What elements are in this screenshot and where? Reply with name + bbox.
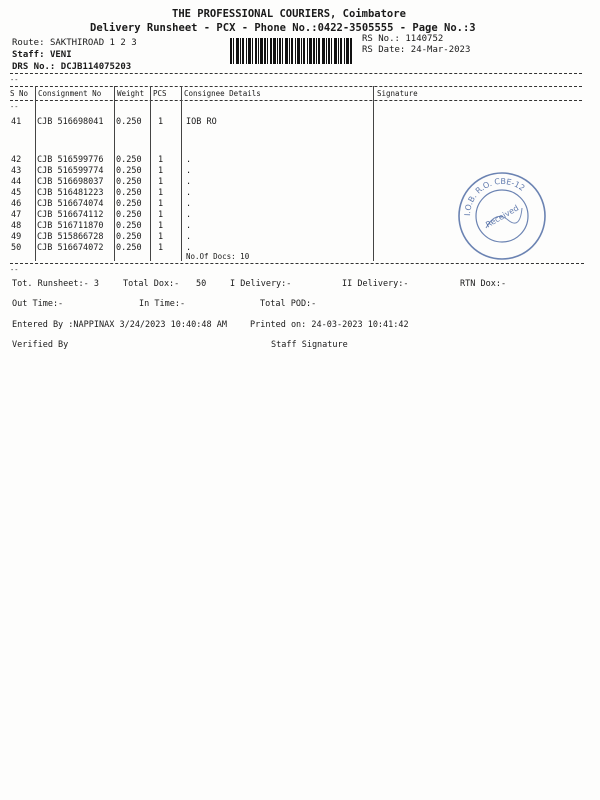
row-weight: 0.250: [116, 155, 142, 165]
table-row: [0, 155, 600, 166]
divider-mark: --: [10, 76, 19, 84]
table-row: [0, 117, 600, 128]
row-weight: 0.250: [116, 177, 142, 187]
row-consignment: CJB 516674072: [37, 243, 104, 253]
row-consignee: .: [186, 243, 192, 253]
ii-delivery: II Delivery:-: [342, 279, 409, 289]
rs-no-label: RS No.:: [362, 34, 400, 44]
col-header-consignee: Consignee Details: [184, 89, 261, 98]
row-sno: 45: [11, 188, 22, 198]
i-delivery: I Delivery:-: [230, 279, 292, 289]
verified-by: Verified By: [12, 340, 69, 350]
row-weight: 0.250: [116, 210, 142, 220]
row-consignee: .: [186, 221, 192, 231]
row-consignee: IOB RO: [186, 117, 217, 127]
row-consignee: .: [186, 232, 192, 242]
route-line: [12, 38, 137, 48]
row-pcs: 1: [158, 232, 164, 242]
divider: [10, 86, 582, 87]
row-pcs: 1: [158, 166, 164, 176]
drs-label: DRS No.:: [12, 62, 56, 72]
drs-line: [12, 62, 131, 72]
row-consignment: CJB 516674112: [37, 210, 104, 220]
row-weight: 0.250: [116, 232, 142, 242]
row-weight: 0.250: [116, 166, 142, 176]
row-pcs: 1: [158, 199, 164, 209]
row-sno: 49: [11, 232, 22, 242]
row-pcs: 1: [158, 221, 164, 231]
entered-by: Entered By :NAPPINAX 3/24/2023 10:40:48 AM: [12, 320, 227, 330]
row-pcs: 1: [158, 210, 164, 220]
row-consignment: CJB 516698041: [37, 117, 104, 127]
staff-label: Staff:: [12, 50, 45, 60]
row-sno: 50: [11, 243, 22, 253]
col-header-signature: Signature: [377, 89, 418, 98]
row-weight: 0.250: [116, 243, 142, 253]
tot-runsheet: Tot. Runsheet:- 3: [12, 279, 99, 289]
row-consignment: CJB 516481223: [37, 188, 104, 198]
row-consignee: .: [186, 166, 192, 176]
row-pcs: 1: [158, 155, 164, 165]
divider-mark: --: [10, 103, 19, 111]
row-consignment: CJB 515866728: [37, 232, 104, 242]
office-stamp-icon: [456, 170, 548, 262]
out-time: Out Time:-: [12, 299, 64, 309]
row-sno: 41: [11, 117, 22, 127]
total-dox-label: Total Dox:-: [123, 279, 180, 289]
col-header-sno: S No: [10, 89, 29, 98]
row-sno: 46: [11, 199, 22, 209]
staff-line: [12, 50, 72, 60]
row-consignment: CJB 516599776: [37, 155, 104, 165]
row-sno: 43: [11, 166, 22, 176]
rtn-dox: RTN Dox:-: [460, 279, 507, 289]
row-consignee: .: [186, 199, 192, 209]
no-of-docs: No.Of Docs: 10: [186, 252, 250, 261]
row-sno: 48: [11, 221, 22, 231]
printed-on: Printed on: 24-03-2023 10:41:42: [250, 320, 409, 330]
divider: [10, 263, 584, 264]
drs-value: DCJB114075203: [60, 62, 132, 72]
row-pcs: 1: [158, 188, 164, 198]
stamp-ring-text: I.O.B. R.O. CBE-12: [462, 176, 527, 217]
row-consignee: .: [186, 210, 192, 220]
row-weight: 0.250: [116, 199, 142, 209]
rs-date-label: RS Date:: [362, 45, 406, 55]
row-consignment: CJB 516599774: [37, 166, 104, 176]
barcode-icon: [230, 38, 352, 64]
row-consignment: CJB 516674074: [37, 199, 104, 209]
route-value: SAKTHIROAD 1 2 3: [49, 38, 137, 48]
row-weight: 0.250: [116, 188, 142, 198]
divider: [10, 73, 582, 74]
in-time: In Time:-: [139, 299, 186, 309]
row-consignment: CJB 516711870: [37, 221, 104, 231]
route-label: Route:: [12, 38, 45, 48]
total-pod: Total POD:-: [260, 299, 317, 309]
col-header-pcs: PCS: [153, 89, 167, 98]
row-consignment: CJB 516698037: [37, 177, 104, 187]
divider-mark: --: [10, 266, 19, 274]
rs-no-line: [362, 34, 443, 44]
rs-date-line: [362, 45, 470, 55]
row-sno: 44: [11, 177, 22, 187]
col-header-weight: Weight: [117, 89, 145, 98]
runsheet-subtitle: Delivery Runsheet - PCX - Phone No.:0422-3505555 - Page No.:3: [90, 22, 476, 34]
row-weight: 0.250: [116, 117, 142, 127]
company-title: THE PROFESSIONAL COURIERS, Coimbatore: [172, 8, 406, 20]
divider: [10, 100, 582, 101]
row-pcs: 1: [158, 177, 164, 187]
row-pcs: 1: [158, 243, 164, 253]
stamp-center-text: Received: [484, 203, 521, 230]
row-weight: 0.250: [116, 221, 142, 231]
total-dox-value: 50: [196, 279, 207, 289]
rs-no-value: 1140752: [405, 34, 444, 44]
row-consignee: .: [186, 188, 192, 198]
row-sno: 47: [11, 210, 22, 220]
row-consignee: .: [186, 177, 192, 187]
col-header-consignment: Consignment No: [38, 89, 102, 98]
row-consignee: .: [186, 155, 192, 165]
row-pcs: 1: [158, 117, 164, 127]
staff-value: VENI: [49, 50, 72, 60]
staff-signature: Staff Signature: [271, 340, 348, 350]
row-sno: 42: [11, 155, 22, 165]
rs-date-value: 24-Mar-2023: [410, 45, 471, 55]
